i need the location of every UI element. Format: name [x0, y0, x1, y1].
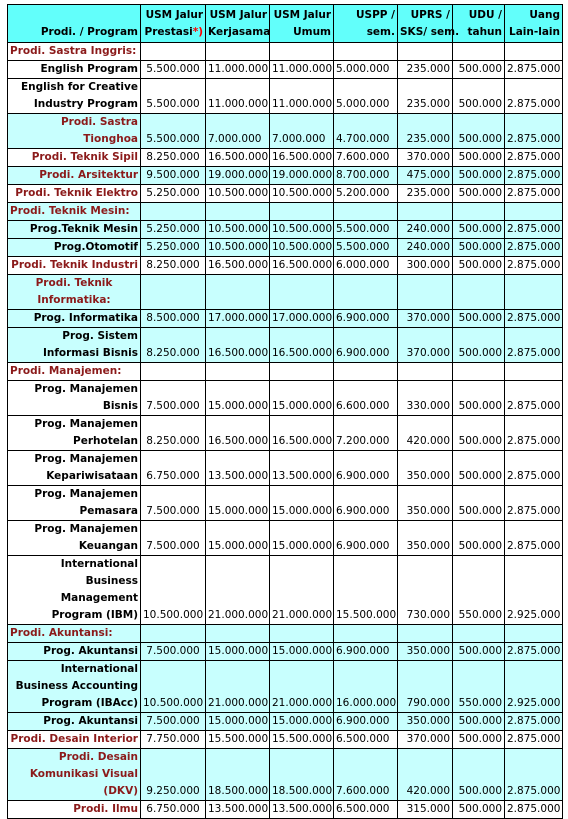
fee-cell-uprs: [398, 625, 453, 643]
fee-cell-uang-lain: 2.875.000: [505, 114, 563, 149]
fee-cell-usm-umum: 15.000.000: [270, 381, 334, 416]
table-row: [8, 167, 563, 185]
header-uprs-line2: SKS/ sem.: [400, 26, 460, 38]
section-row: [8, 203, 563, 221]
fee-cell-usm-kerjasama: [206, 275, 270, 310]
program-label: Prog. Akuntansi: [8, 643, 141, 661]
header-usm-umum-line1: USM Jalur: [273, 9, 331, 21]
fee-cell-uspp: [334, 203, 398, 221]
fee-cell-uspp: 6.900.000: [334, 451, 398, 486]
fee-cell-udu: 500.000: [453, 310, 505, 328]
fee-cell-uang-lain: 2.875.000: [505, 310, 563, 328]
fee-cell-uspp: 7.600.000: [334, 149, 398, 167]
fee-cell-uspp: 7.200.000: [334, 416, 398, 451]
fee-cell-uspp: 6.900.000: [334, 713, 398, 731]
fee-cell-uang-lain: 2.875.000: [505, 257, 563, 275]
fee-cell-uprs: [398, 43, 453, 61]
fee-cell-udu: 500.000: [453, 61, 505, 79]
fee-cell-uang-lain: 2.875.000: [505, 185, 563, 203]
fee-cell-uprs: 420.000: [398, 749, 453, 801]
fee-cell-usm-umum: 15.500.000: [270, 731, 334, 749]
fee-cell-usm-kerjasama: 17.000.000: [206, 310, 270, 328]
fee-cell-uprs: 350.000: [398, 643, 453, 661]
fee-cell-uprs: 370.000: [398, 328, 453, 363]
fee-cell-uang-lain: 2.875.000: [505, 149, 563, 167]
fee-cell-uprs: 475.000: [398, 167, 453, 185]
fee-cell-udu: [453, 363, 505, 381]
header-uang-lain-line2: Lain-lain: [509, 26, 560, 38]
fee-cell-usm-prestasi: 6.750.000: [141, 451, 206, 486]
fee-cell-uprs: 240.000: [398, 221, 453, 239]
fee-cell-udu: 500.000: [453, 713, 505, 731]
program-label: Prog.Otomotif: [8, 239, 141, 257]
header-usm-umum: [270, 5, 334, 43]
fee-cell-usm-umum: 10.500.000: [270, 185, 334, 203]
fee-cell-uspp: 16.000.000: [334, 661, 398, 713]
program-label: English Program: [8, 61, 141, 79]
table-row: [8, 451, 563, 486]
program-label: Prodi. Teknik Elektro: [8, 185, 141, 203]
fee-cell-usm-kerjasama: 15.000.000: [206, 713, 270, 731]
fee-cell-uprs: 330.000: [398, 381, 453, 416]
fee-cell-uspp: 5.500.000: [334, 221, 398, 239]
program-label: Prog. Manajemen Kepariwisataan: [8, 451, 141, 486]
fee-cell-uang-lain: 2.875.000: [505, 416, 563, 451]
fee-cell-uprs: 370.000: [398, 731, 453, 749]
fee-cell-uspp: 6.900.000: [334, 486, 398, 521]
fee-cell-udu: 500.000: [453, 731, 505, 749]
fee-cell-usm-kerjasama: 15.000.000: [206, 643, 270, 661]
fee-cell-uang-lain: 2.875.000: [505, 521, 563, 556]
fee-cell-usm-prestasi: 8.500.000: [141, 310, 206, 328]
fee-cell-udu: 500.000: [453, 185, 505, 203]
fee-cell-usm-prestasi: 9.250.000: [141, 749, 206, 801]
table-row: [8, 661, 563, 713]
header-prodi: [8, 5, 141, 43]
fee-cell-usm-prestasi: 7.750.000: [141, 731, 206, 749]
program-label: Prodi. Ilmu: [8, 801, 141, 819]
fee-cell-uspp: 5.000.000: [334, 61, 398, 79]
fee-cell-udu: 500.000: [453, 221, 505, 239]
fee-cell-uang-lain: [505, 275, 563, 310]
header-prodi-text: Prodi. / Program: [40, 26, 138, 38]
program-label: Prog. Akuntansi: [8, 713, 141, 731]
fee-cell-uang-lain: 2.875.000: [505, 486, 563, 521]
table-row: [8, 486, 563, 521]
fee-cell-uprs: 350.000: [398, 713, 453, 731]
fee-cell-uang-lain: 2.925.000: [505, 556, 563, 625]
fee-cell-uspp: 4.700.000: [334, 114, 398, 149]
fee-cell-uspp: [334, 43, 398, 61]
header-row: [8, 5, 563, 43]
fee-cell-uspp: 7.600.000: [334, 749, 398, 801]
fee-cell-usm-prestasi: 9.500.000: [141, 167, 206, 185]
section-row: [8, 363, 563, 381]
fee-cell-usm-kerjasama: [206, 43, 270, 61]
fee-cell-uspp: 6.900.000: [334, 643, 398, 661]
fee-cell-uang-lain: [505, 43, 563, 61]
fee-cell-uprs: 235.000: [398, 114, 453, 149]
fee-cell-usm-umum: 18.500.000: [270, 749, 334, 801]
fee-cell-uspp: 6.600.000: [334, 381, 398, 416]
fee-cell-udu: [453, 203, 505, 221]
fee-cell-uspp: 6.900.000: [334, 328, 398, 363]
header-usm-prestasi-line2: Prestasi: [144, 26, 193, 38]
fee-cell-uprs: 730.000: [398, 556, 453, 625]
fee-cell-usm-umum: 15.000.000: [270, 713, 334, 731]
fee-cell-udu: 500.000: [453, 328, 505, 363]
fee-cell-usm-prestasi: [141, 203, 206, 221]
fee-cell-usm-prestasi: 7.500.000: [141, 486, 206, 521]
fee-cell-uprs: 420.000: [398, 416, 453, 451]
program-label: Prog. Manajemen Perhotelan: [8, 416, 141, 451]
fee-cell-uspp: 5.000.000: [334, 79, 398, 114]
fee-cell-usm-kerjasama: 18.500.000: [206, 749, 270, 801]
header-usm-prestasi-line1: USM Jalur: [145, 9, 203, 21]
fee-cell-udu: 500.000: [453, 521, 505, 556]
header-uspp-line2: sem.: [366, 26, 395, 38]
fee-cell-usm-kerjasama: 7.000.000: [206, 114, 270, 149]
program-label: Prodi. Arsitektur: [8, 167, 141, 185]
fee-cell-uang-lain: [505, 625, 563, 643]
fee-cell-usm-kerjasama: [206, 363, 270, 381]
fee-cell-uang-lain: 2.875.000: [505, 221, 563, 239]
header-uprs-line1: UPRS /: [410, 9, 450, 21]
fee-cell-uspp: [334, 625, 398, 643]
fee-cell-usm-umum: [270, 275, 334, 310]
program-label: Prog. Manajemen Bisnis: [8, 381, 141, 416]
fee-cell-usm-prestasi: [141, 363, 206, 381]
fee-cell-udu: 500.000: [453, 167, 505, 185]
fee-cell-usm-prestasi: 8.250.000: [141, 149, 206, 167]
fee-cell-uang-lain: [505, 363, 563, 381]
header-uspp: [334, 5, 398, 43]
fee-cell-udu: [453, 625, 505, 643]
fee-cell-usm-umum: 11.000.000: [270, 61, 334, 79]
table-row: [8, 221, 563, 239]
program-label: Prodi. Desain Komunikasi Visual (DKV): [8, 749, 141, 801]
fee-cell-usm-kerjasama: 21.000.000: [206, 661, 270, 713]
fee-cell-udu: [453, 275, 505, 310]
fee-cell-uang-lain: 2.875.000: [505, 239, 563, 257]
fee-cell-uang-lain: 2.875.000: [505, 61, 563, 79]
fee-cell-uprs: 235.000: [398, 61, 453, 79]
fee-cell-usm-kerjasama: 10.500.000: [206, 239, 270, 257]
fee-cell-usm-prestasi: 5.500.000: [141, 114, 206, 149]
fee-cell-uang-lain: 2.875.000: [505, 451, 563, 486]
fee-cell-usm-umum: 16.500.000: [270, 257, 334, 275]
fee-cell-usm-kerjasama: 16.500.000: [206, 257, 270, 275]
fee-cell-uprs: 350.000: [398, 451, 453, 486]
table-row: [8, 310, 563, 328]
fee-cell-uspp: 15.500.000: [334, 556, 398, 625]
table-row: [8, 149, 563, 167]
fee-cell-usm-prestasi: [141, 43, 206, 61]
section-label: Prodi. Teknik Informatika:: [8, 275, 141, 310]
program-label: Prodi. Desain Interior: [8, 731, 141, 749]
fee-cell-usm-kerjasama: [206, 625, 270, 643]
fee-cell-usm-umum: 21.000.000: [270, 556, 334, 625]
fee-cell-udu: [453, 43, 505, 61]
table-row: [8, 79, 563, 114]
fee-cell-uspp: [334, 275, 398, 310]
section-label: Prodi. Manajemen:: [8, 363, 141, 381]
fee-cell-usm-prestasi: 5.500.000: [141, 61, 206, 79]
fee-cell-uprs: [398, 363, 453, 381]
table-row: [8, 239, 563, 257]
fee-table-container: [7, 4, 562, 819]
fee-cell-usm-kerjasama: [206, 203, 270, 221]
table-row: [8, 713, 563, 731]
fee-cell-usm-umum: 13.500.000: [270, 451, 334, 486]
fee-cell-usm-umum: 21.000.000: [270, 661, 334, 713]
fee-cell-uang-lain: 2.875.000: [505, 79, 563, 114]
fee-table-body: [8, 43, 563, 819]
fee-cell-uang-lain: 2.925.000: [505, 661, 563, 713]
fee-cell-usm-prestasi: 5.250.000: [141, 239, 206, 257]
table-row: [8, 185, 563, 203]
fee-cell-uspp: [334, 363, 398, 381]
fee-cell-uspp: 6.500.000: [334, 801, 398, 819]
fee-cell-usm-kerjasama: 16.500.000: [206, 328, 270, 363]
table-row: [8, 114, 563, 149]
fee-cell-usm-umum: [270, 625, 334, 643]
fee-cell-uspp: 6.900.000: [334, 521, 398, 556]
header-udu-line2: tahun: [467, 26, 502, 38]
fee-cell-usm-umum: 16.500.000: [270, 328, 334, 363]
fee-cell-usm-umum: 16.500.000: [270, 149, 334, 167]
fee-cell-usm-kerjasama: 21.000.000: [206, 556, 270, 625]
fee-cell-usm-kerjasama: 11.000.000: [206, 79, 270, 114]
fee-cell-uang-lain: 2.875.000: [505, 381, 563, 416]
fee-cell-usm-prestasi: 7.500.000: [141, 521, 206, 556]
fee-cell-usm-kerjasama: 15.000.000: [206, 486, 270, 521]
fee-cell-usm-umum: 15.000.000: [270, 486, 334, 521]
fee-cell-uang-lain: 2.875.000: [505, 801, 563, 819]
header-uang-lain-line1: Uang: [529, 9, 560, 21]
fee-cell-usm-umum: 15.000.000: [270, 521, 334, 556]
fee-cell-usm-prestasi: 6.750.000: [141, 801, 206, 819]
fee-cell-uang-lain: [505, 203, 563, 221]
fee-cell-udu: 500.000: [453, 416, 505, 451]
fee-cell-usm-prestasi: 7.500.000: [141, 713, 206, 731]
header-usm-prestasi: [141, 5, 206, 43]
fee-cell-udu: 550.000: [453, 556, 505, 625]
header-usm-umum-line2: Umum: [293, 26, 331, 38]
section-label: Prodi. Teknik Mesin:: [8, 203, 141, 221]
fee-cell-udu: 500.000: [453, 801, 505, 819]
fee-table: [7, 4, 563, 819]
fee-cell-usm-umum: [270, 203, 334, 221]
fee-cell-udu: 500.000: [453, 257, 505, 275]
fee-cell-usm-kerjasama: 10.500.000: [206, 221, 270, 239]
fee-cell-usm-prestasi: 10.500.000: [141, 556, 206, 625]
fee-cell-uspp: 5.500.000: [334, 239, 398, 257]
program-label: Prog. Sistem Informasi Bisnis: [8, 328, 141, 363]
fee-cell-usm-kerjasama: 13.500.000: [206, 801, 270, 819]
fee-cell-udu: 500.000: [453, 643, 505, 661]
fee-cell-udu: 500.000: [453, 749, 505, 801]
fee-cell-udu: 500.000: [453, 381, 505, 416]
fee-cell-usm-kerjasama: 11.000.000: [206, 61, 270, 79]
fee-cell-uang-lain: 2.875.000: [505, 167, 563, 185]
fee-cell-usm-kerjasama: 15.000.000: [206, 381, 270, 416]
fee-cell-uprs: 350.000: [398, 486, 453, 521]
fee-cell-uprs: 235.000: [398, 185, 453, 203]
fee-cell-uprs: 350.000: [398, 521, 453, 556]
table-row: [8, 416, 563, 451]
header-udu: [453, 5, 505, 43]
fee-cell-usm-umum: 7.000.000: [270, 114, 334, 149]
fee-cell-uprs: 370.000: [398, 310, 453, 328]
program-label: English for Creative Industry Program: [8, 79, 141, 114]
fee-cell-uang-lain: 2.875.000: [505, 643, 563, 661]
program-label: International Business Accounting Program (IBAcc): [8, 661, 141, 713]
fee-cell-usm-prestasi: 8.250.000: [141, 257, 206, 275]
fee-cell-usm-kerjasama: 10.500.000: [206, 185, 270, 203]
fee-cell-usm-umum: 10.500.000: [270, 239, 334, 257]
fee-cell-udu: 500.000: [453, 114, 505, 149]
fee-cell-usm-prestasi: 5.250.000: [141, 221, 206, 239]
header-footnote-mark: *): [192, 26, 203, 38]
fee-cell-usm-kerjasama: 19.000.000: [206, 167, 270, 185]
table-row: [8, 257, 563, 275]
fee-cell-usm-umum: 13.500.000: [270, 801, 334, 819]
program-label: Prog.Teknik Mesin: [8, 221, 141, 239]
fee-cell-udu: 500.000: [453, 79, 505, 114]
program-label: Prog. Manajemen Pemasara: [8, 486, 141, 521]
fee-cell-uprs: [398, 275, 453, 310]
fee-cell-usm-umum: 16.500.000: [270, 416, 334, 451]
fee-cell-usm-umum: [270, 43, 334, 61]
fee-cell-uprs: [398, 203, 453, 221]
header-usm-kerjasama-line2: Kerjasama: [208, 26, 271, 38]
fee-cell-usm-prestasi: 5.500.000: [141, 79, 206, 114]
program-label: Prodi. Teknik Sipil: [8, 149, 141, 167]
program-label: Prodi. Sastra Tionghoa: [8, 114, 141, 149]
fee-cell-usm-prestasi: 10.500.000: [141, 661, 206, 713]
fee-cell-uang-lain: 2.875.000: [505, 749, 563, 801]
fee-cell-udu: 500.000: [453, 149, 505, 167]
fee-cell-usm-umum: 15.000.000: [270, 643, 334, 661]
table-row: [8, 801, 563, 819]
fee-cell-usm-prestasi: [141, 275, 206, 310]
header-usm-kerjasama: [206, 5, 270, 43]
fee-cell-usm-prestasi: 7.500.000: [141, 381, 206, 416]
fee-cell-uspp: 6.000.000: [334, 257, 398, 275]
section-label: Prodi. Sastra Inggris:: [8, 43, 141, 61]
fee-cell-uang-lain: 2.875.000: [505, 713, 563, 731]
fee-cell-uprs: 235.000: [398, 79, 453, 114]
header-usm-kerjasama-line1: USM Jalur: [209, 9, 267, 21]
section-row: [8, 43, 563, 61]
fee-cell-uspp: 6.500.000: [334, 731, 398, 749]
fee-cell-usm-prestasi: [141, 625, 206, 643]
header-udu-line1: UDU /: [468, 9, 502, 21]
program-label: International Business Management Program (IBM): [8, 556, 141, 625]
table-row: [8, 749, 563, 801]
fee-cell-usm-prestasi: 8.250.000: [141, 328, 206, 363]
fee-cell-usm-kerjasama: 15.500.000: [206, 731, 270, 749]
fee-cell-usm-kerjasama: 13.500.000: [206, 451, 270, 486]
table-row: [8, 328, 563, 363]
fee-cell-uspp: 6.900.000: [334, 310, 398, 328]
fee-cell-usm-umum: 11.000.000: [270, 79, 334, 114]
fee-cell-udu: 500.000: [453, 451, 505, 486]
section-label: Prodi. Akuntansi:: [8, 625, 141, 643]
table-row: [8, 556, 563, 625]
fee-cell-usm-prestasi: 7.500.000: [141, 643, 206, 661]
program-label: Prodi. Teknik Industri: [8, 257, 141, 275]
fee-cell-usm-prestasi: 8.250.000: [141, 416, 206, 451]
section-row: [8, 625, 563, 643]
fee-cell-udu: 500.000: [453, 239, 505, 257]
header-uang-lain: [505, 5, 563, 43]
table-row: [8, 61, 563, 79]
fee-cell-udu: 500.000: [453, 486, 505, 521]
fee-cell-usm-prestasi: 5.250.000: [141, 185, 206, 203]
fee-cell-uprs: 790.000: [398, 661, 453, 713]
table-row: [8, 381, 563, 416]
fee-cell-usm-umum: 17.000.000: [270, 310, 334, 328]
program-label: Prog. Manajemen Keuangan: [8, 521, 141, 556]
fee-cell-uang-lain: 2.875.000: [505, 731, 563, 749]
header-uprs: [398, 5, 460, 43]
fee-cell-usm-umum: [270, 363, 334, 381]
fee-cell-uspp: 8.700.000: [334, 167, 398, 185]
table-row: [8, 731, 563, 749]
fee-cell-usm-kerjasama: 15.000.000: [206, 521, 270, 556]
fee-cell-uang-lain: 2.875.000: [505, 328, 563, 363]
table-row: [8, 643, 563, 661]
fee-cell-usm-kerjasama: 16.500.000: [206, 416, 270, 451]
fee-cell-udu: 550.000: [453, 661, 505, 713]
fee-cell-uprs: 315.000: [398, 801, 453, 819]
fee-cell-uprs: 240.000: [398, 239, 453, 257]
header-uspp-line1: USPP /: [356, 9, 395, 21]
fee-cell-uspp: 5.200.000: [334, 185, 398, 203]
program-label: Prog. Informatika: [8, 310, 141, 328]
table-row: [8, 521, 563, 556]
fee-cell-usm-umum: 10.500.000: [270, 221, 334, 239]
section-row: [8, 275, 563, 310]
fee-cell-usm-kerjasama: 16.500.000: [206, 149, 270, 167]
fee-cell-usm-umum: 19.000.000: [270, 167, 334, 185]
fee-cell-uprs: 370.000: [398, 149, 453, 167]
fee-cell-uprs: 300.000: [398, 257, 453, 275]
